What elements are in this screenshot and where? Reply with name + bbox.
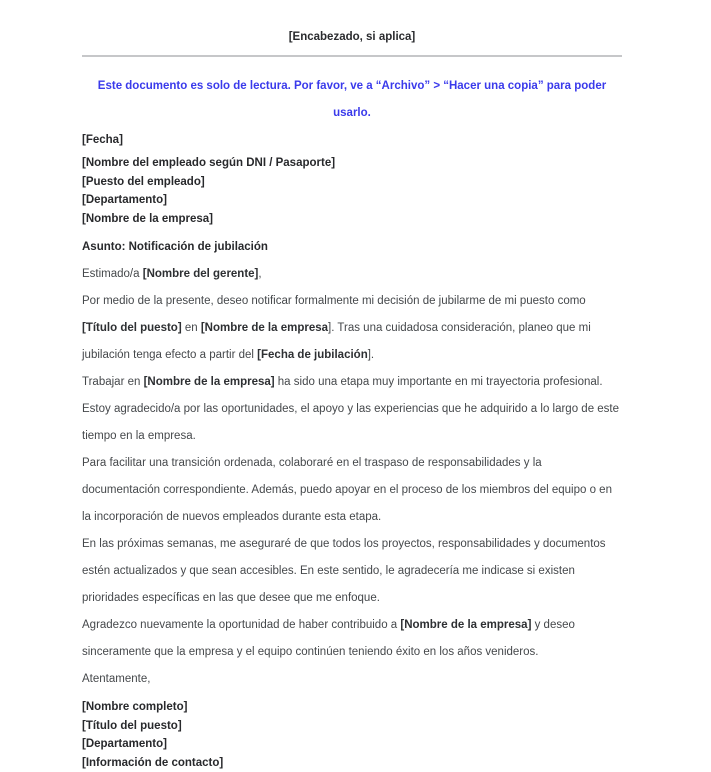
body-text: , [258,268,261,280]
body-text: Trabajar en [82,376,144,388]
body-text: Por medio de la presente, deseo notificar formalmente mi decisión de jubilarme de mi puesto como [82,295,586,307]
placeholder-token: [Título del puesto] [82,322,182,334]
subject-line: Asunto: Notificación de jubilación [82,234,622,261]
body-text: ha sido una etapa muy importante en mi trayectoria profesional. Estoy agradecido/a por las oportunidades, el apoyo y las experiencias que he adquirido a lo largo de este tiempo en la empresa. [82,376,619,442]
text-line: [Departamento] [82,735,622,754]
placeholder-token: [Nombre de la empresa [201,322,328,334]
text-line: [Nombre del empleado según DNI / Pasaporte] [82,154,622,173]
signature-block [82,698,622,772]
placeholder-token: [Nombre del gerente] [143,268,259,280]
document-header-placeholder: [Encabezado, si aplica] [82,30,622,45]
text-line: [Departamento] [82,191,622,210]
text-line: [Información de contacto] [82,754,622,772]
text-line: [Nombre de la empresa] [82,210,622,229]
body-text: Estimado/a [82,268,143,280]
text-line: [Puesto del empleado] [82,173,622,192]
body-text: y deseo sinceramente que la empresa y el equipo continúen teniendo éxito en los años venideros. [82,619,575,658]
date-placeholder: [Fecha] [82,127,622,154]
body-text: Para facilitar una transición ordenada, colaboraré en el traspaso de responsabilidades y la documentación correspondiente. Además, puedo apoyar en el proceso de los miembros del equipo o en la incorporación de nuevos empleados durante esta etapa. [82,457,612,523]
placeholder-token: [Nombre de la empresa] [400,619,531,631]
text-line: [Nombre completo] [82,698,622,717]
body-text: En las próximas semanas, me aseguraré de que todos los proyectos, responsabilidades y documentos estén actualizados y que sean accesibles. En este sentido, le agradecería me indicase si existen prioridades específicas en las que desee que me enfoque. [82,538,606,604]
closing-line: Atentamente, [82,666,622,693]
text-line: [Título del puesto] [82,717,622,736]
placeholder-token: [Nombre de la empresa] [144,376,275,388]
header-divider [82,55,622,57]
salutation-line [82,261,622,288]
body-text: en [182,322,201,334]
placeholder-token: [Fecha de jubilación [257,349,368,361]
readonly-notice: Este documento es solo de lectura. Por favor, ve a “Archivo” > “Hacer una copia” para poder usarlo. [82,73,622,127]
letter-body [82,288,622,666]
letter-paragraph [82,288,622,369]
recipient-block [82,154,622,228]
body-text: ]. [368,349,374,361]
body-text: ]. Tras una cuidadosa consideración, planeo que mi jubilación tenga efecto a partir del [82,322,591,361]
letter-paragraph [82,450,622,531]
letter-paragraph [82,369,622,450]
body-text: Agradezco nuevamente la oportunidad de haber contribuido a [82,619,400,631]
letter-paragraph [82,531,622,612]
letter-paragraph [82,612,622,666]
